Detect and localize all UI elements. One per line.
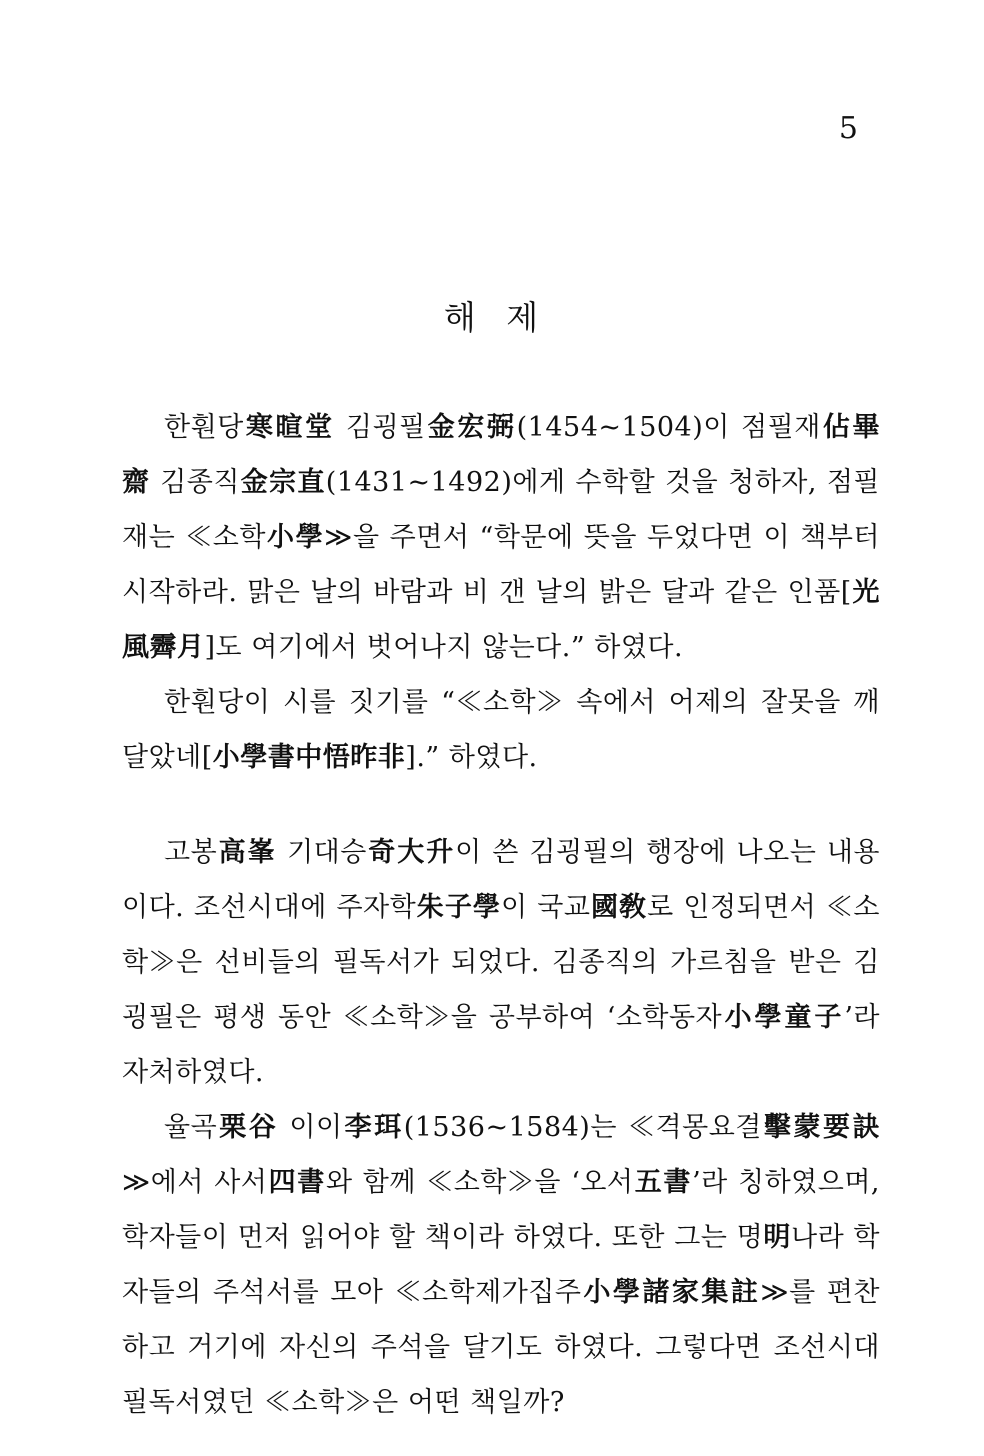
hanja-segment: 金宗直 (239, 467, 326, 498)
hanja-segment: 金宏弼 (425, 412, 517, 443)
text-segment: (1536~1584)는 ≪격몽요결 (403, 1112, 762, 1143)
text-segment: 고봉 (164, 837, 218, 868)
hanja-segment: 高峯 (217, 837, 277, 868)
hanja-segment: 小學諸家集註 (581, 1277, 761, 1308)
text-segment: 율곡 (164, 1112, 218, 1143)
hanja-segment: 栗谷 (217, 1112, 279, 1143)
text-segment: 나라 학자들의 주석서를 모아 ≪소학제가집주 (122, 1222, 880, 1308)
hanja-segment: 擊蒙要訣 (761, 1112, 881, 1143)
text-segment: ’라 자처하였다. (122, 1002, 880, 1088)
body-text (122, 400, 880, 1430)
text-segment: 김종직 (150, 467, 240, 498)
hanja-segment: 小學童子 (722, 1002, 845, 1033)
hanja-segment: 國敎 (590, 892, 648, 923)
page-title: 해 제 (443, 298, 541, 337)
page-number: 5 (838, 111, 858, 146)
hanja-segment: 光風霽月 (122, 577, 881, 663)
hanja-segment: 五書 (633, 1167, 693, 1198)
text-segment: 와 함께 ≪소학≫을 ‘오서 (325, 1167, 634, 1198)
text-segment: 김굉필 (334, 412, 426, 443)
text-segment: ].” 하였다. (405, 742, 538, 773)
text-segment: 이 국교 (501, 892, 591, 923)
hanja-segment: 佔畢齋 (122, 412, 881, 498)
paragraph (122, 675, 880, 785)
paragraph (122, 400, 880, 675)
text-segment: 이 쓴 김굉필의 행장에 나오는 내용이다. 조선시대에 주자학 (122, 837, 881, 923)
hanja-segment: 李珥 (342, 1112, 404, 1143)
text-segment: 한훤당이 시를 짓기를 “≪소학≫ 속에서 어제의 잘못을 깨달았네[ (122, 687, 880, 773)
text-segment: ≫에서 사서 (122, 1167, 268, 1198)
hanja-segment: 朱子學 (416, 892, 501, 923)
hanja-segment: 小學 (265, 522, 325, 553)
text-segment: 이이 (278, 1112, 343, 1143)
hanja-segment: 寒暄堂 (243, 412, 335, 443)
text-segment: ]도 여기에서 벗어나지 않는다.” 하였다. (204, 632, 684, 663)
hanja-segment: 小學書中悟昨非 (212, 742, 406, 773)
paragraph (122, 825, 880, 1100)
text-segment: 기대승 (276, 837, 367, 868)
text-segment: ’라 칭하였으며, 학자들이 먼저 읽어야 할 책이라 하였다. 또한 그는 명 (122, 1167, 880, 1253)
text-segment: 한훤당 (164, 412, 244, 443)
hanja-segment: 四書 (267, 1167, 326, 1198)
text-segment: ≫를 편찬하고 거기에 자신의 주석을 달기도 하였다. 그렇다면 조선시대 필독서였던 ≪소학≫은 어떤 책일까? (122, 1277, 880, 1418)
hanja-segment: 奇大升 (366, 837, 456, 868)
text-segment: ≫을 주면서 “학문에 뜻을 두었다면 이 책부터 시작하라. 맑은 날의 바람과 비 갠 날의 밝은 달과 같은 인품[ (122, 522, 880, 608)
paragraph (122, 1100, 880, 1430)
text-segment: 로 인정되면서 ≪소학≫은 선비들의 필독서가 되었다. 김종직의 가르침을 받은 김굉필은 평생 동안 ≪소학≫을 공부하여 ‘소학동자 (122, 892, 881, 1033)
text-segment: (1431~1492)에게 수학할 것을 청하자, 점필재는 ≪소학 (122, 467, 881, 553)
hanja-segment: 明 (763, 1222, 792, 1253)
text-segment: (1454~1504)이 점필재 (516, 412, 821, 443)
